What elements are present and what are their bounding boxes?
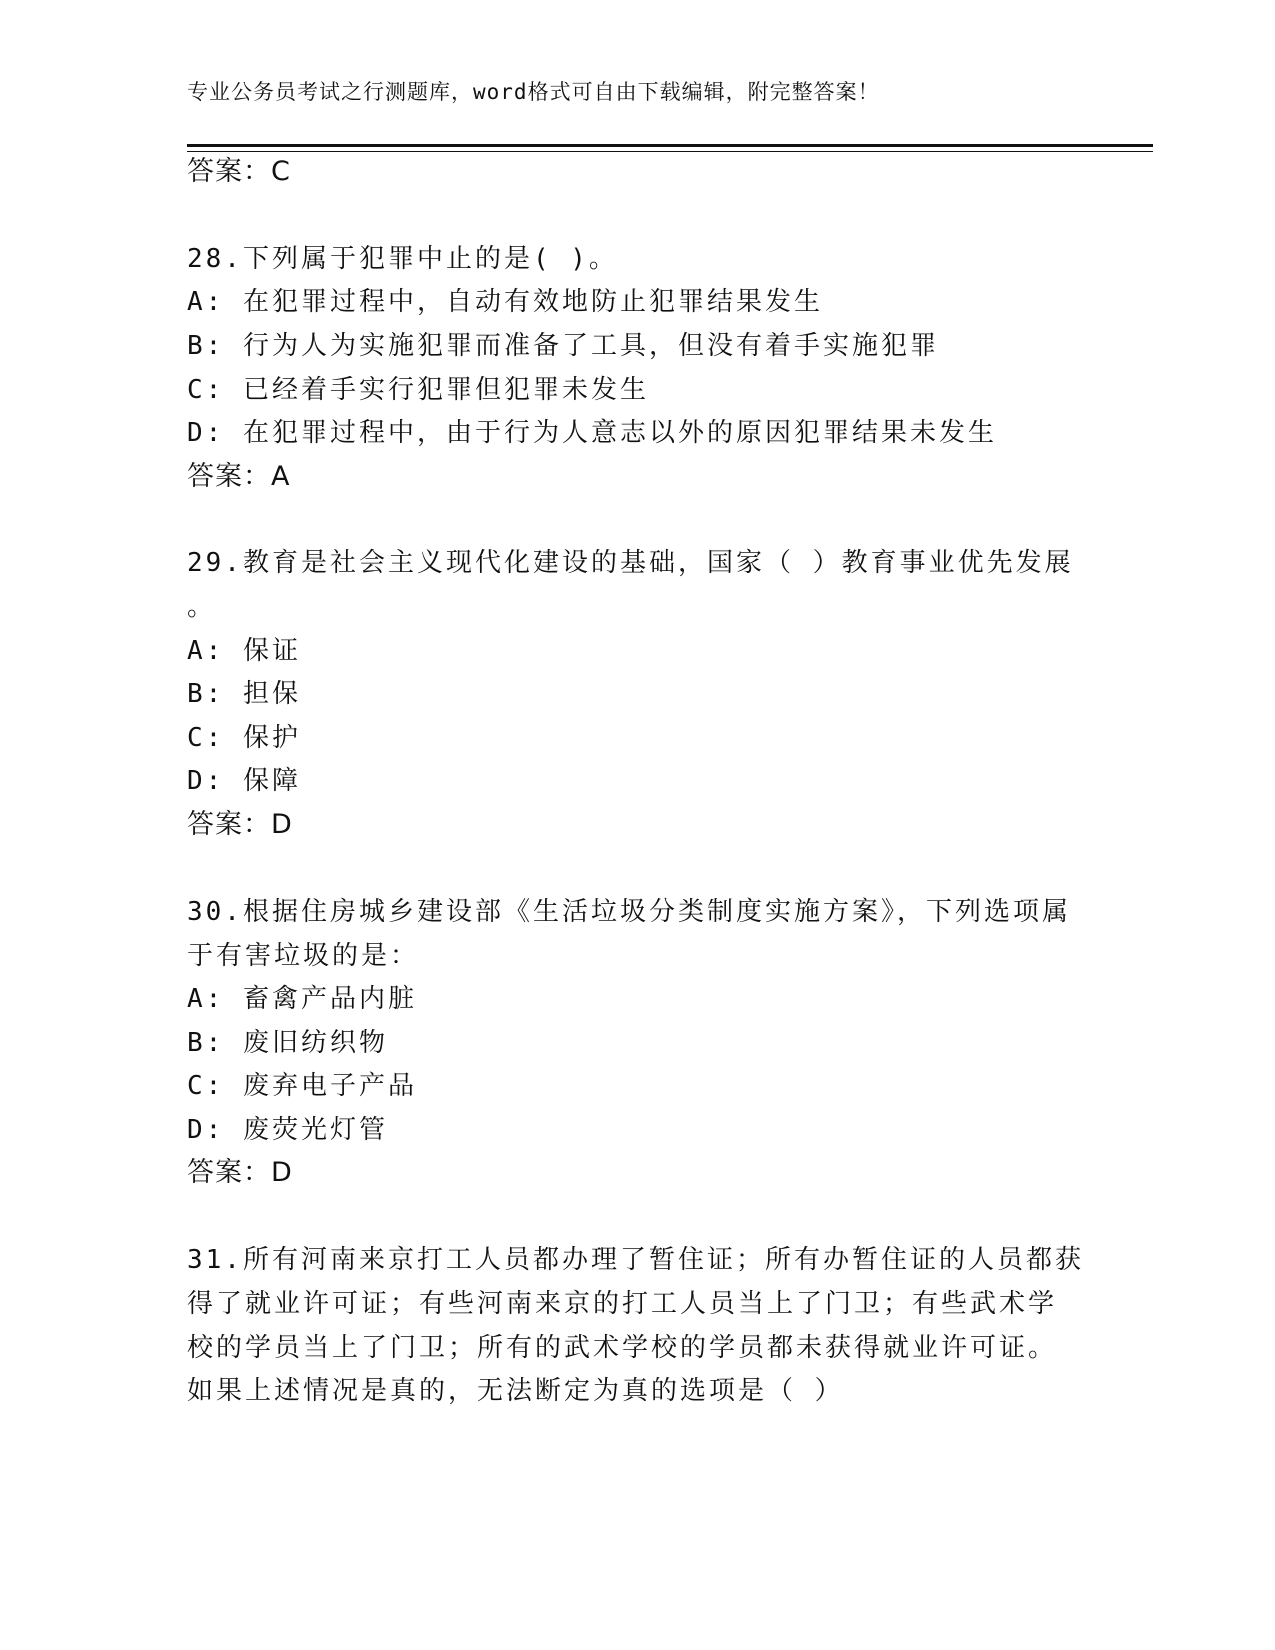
option-d: D: 保障 — [187, 766, 301, 796]
question-stem-continuation: 于有害垃圾的是： — [187, 941, 420, 971]
option-d: D: 废荧光灯管 — [187, 1115, 388, 1145]
option-b: B: 行为人为实施犯罪而准备了工具，但没有着手实施犯罪 — [187, 331, 939, 361]
answer: 答案：A — [187, 461, 291, 492]
question-stem-continuation: 。 — [187, 592, 217, 622]
question-stem-continuation: 如果上述情况是真的，无法断定为真的选项是（ ） — [187, 1376, 844, 1406]
option-c: C: 已经着手实行犯罪但犯罪未发生 — [187, 375, 649, 405]
question-stem: 30.根据住房城乡建设部《生活垃圾分类制度实施方案》，下列选项属 — [187, 897, 1071, 927]
page-header: 专业公务员考试之行测题库，word格式可自由下载编辑，附完整答案！ — [187, 80, 880, 104]
option-a: A: 保证 — [187, 636, 301, 666]
question-stem: 31.所有河南来京打工人员都办理了暂住证；所有办暂住证的人员都获 — [187, 1245, 1084, 1275]
question-stem: 29.教育是社会主义现代化建设的基础，国家（ ）教育事业优先发展 — [187, 548, 1074, 578]
answer: 答案：D — [187, 1157, 293, 1188]
option-c: C: 保护 — [187, 723, 301, 753]
option-b: B: 担保 — [187, 679, 301, 709]
answer: 答案：D — [187, 809, 293, 840]
header-rule-thick — [187, 144, 1153, 147]
option-b: B: 废旧纺织物 — [187, 1028, 388, 1058]
header-rule-thin — [187, 151, 1153, 152]
question-stem-continuation: 得了就业许可证；有些河南来京的打工人员当上了门卫；有些武术学 — [187, 1289, 1058, 1319]
option-c: C: 废弃电子产品 — [187, 1071, 417, 1101]
option-a: A: 畜禽产品内脏 — [187, 984, 417, 1014]
option-d: D: 在犯罪过程中，由于行为人意志以外的原因犯罪结果未发生 — [187, 418, 997, 448]
question-stem-continuation: 校的学员当上了门卫；所有的武术学校的学员都未获得就业许可证。 — [187, 1333, 1058, 1363]
prev-answer: 答案：C — [187, 156, 291, 187]
question-stem: 28.下列属于犯罪中止的是( )。 — [187, 244, 618, 274]
option-a: A: 在犯罪过程中，自动有效地防止犯罪结果发生 — [187, 287, 823, 317]
